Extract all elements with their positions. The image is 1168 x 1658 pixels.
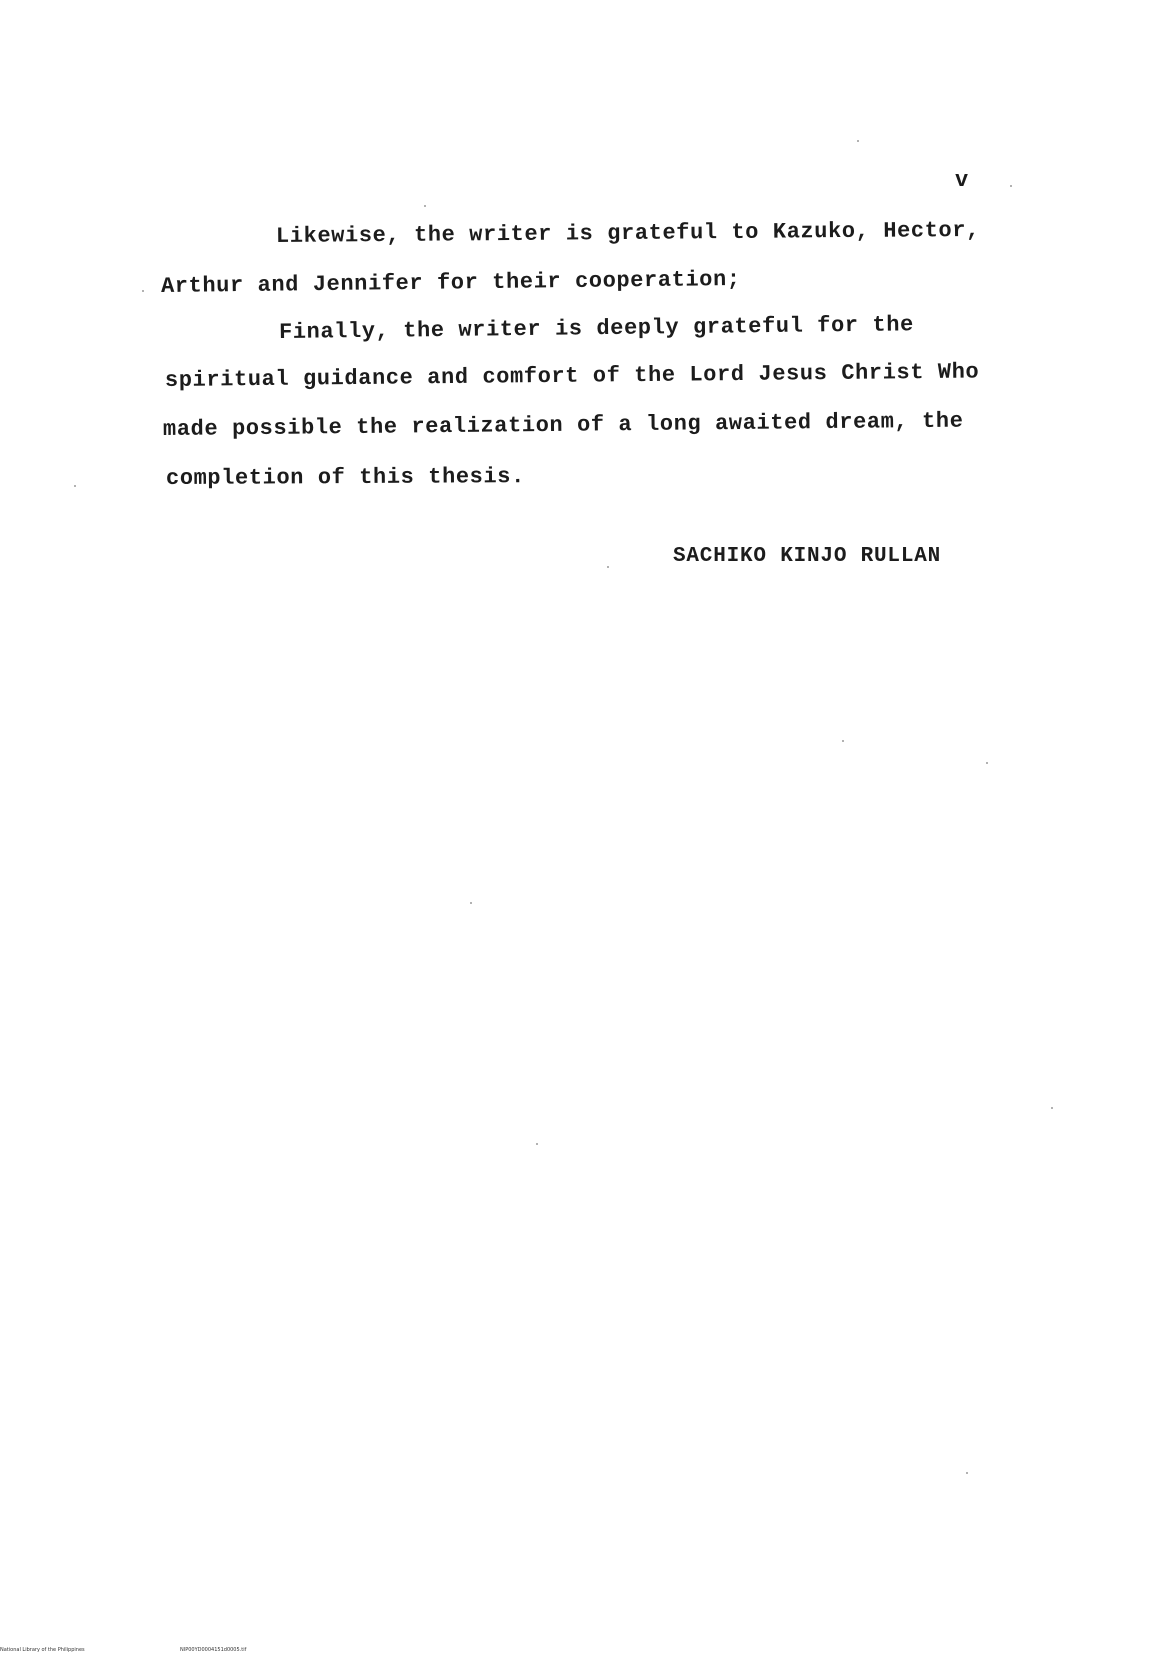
text-line-4: spiritual guidance and comfort of the Lord Jesus Christ Who [164, 359, 980, 393]
scan-speck [857, 140, 859, 142]
text-line-6: completion of this thesis. [165, 464, 525, 491]
scan-speck [986, 762, 988, 764]
scan-speck [536, 1143, 538, 1145]
scan-speck [842, 740, 844, 742]
text-line-5: made possible the realization of a long awaited dream, the [162, 408, 964, 442]
scan-speck [74, 485, 76, 487]
scan-speck [142, 290, 144, 292]
scan-speck [607, 566, 609, 568]
scan-speck [470, 902, 472, 904]
signature: SACHIKO KINJO RULLAN [673, 545, 942, 568]
text-line-2: Arthur and Jennifer for their cooperation; [160, 266, 741, 299]
scan-speck [1010, 185, 1012, 187]
text-line-1: Likewise, the writer is grateful to Kazuko, Hector, [275, 217, 981, 249]
scan-speck [966, 1472, 968, 1474]
scan-speck [424, 205, 426, 207]
footer-source: National Library of the Philippines [0, 1647, 85, 1653]
text-line-3: Finally, the writer is deeply grateful for the [278, 312, 915, 345]
scan-speck [1051, 1107, 1053, 1109]
footer-filename: NIP00YD0004151d0005.tif [180, 1647, 247, 1653]
page-number: v [955, 168, 970, 193]
